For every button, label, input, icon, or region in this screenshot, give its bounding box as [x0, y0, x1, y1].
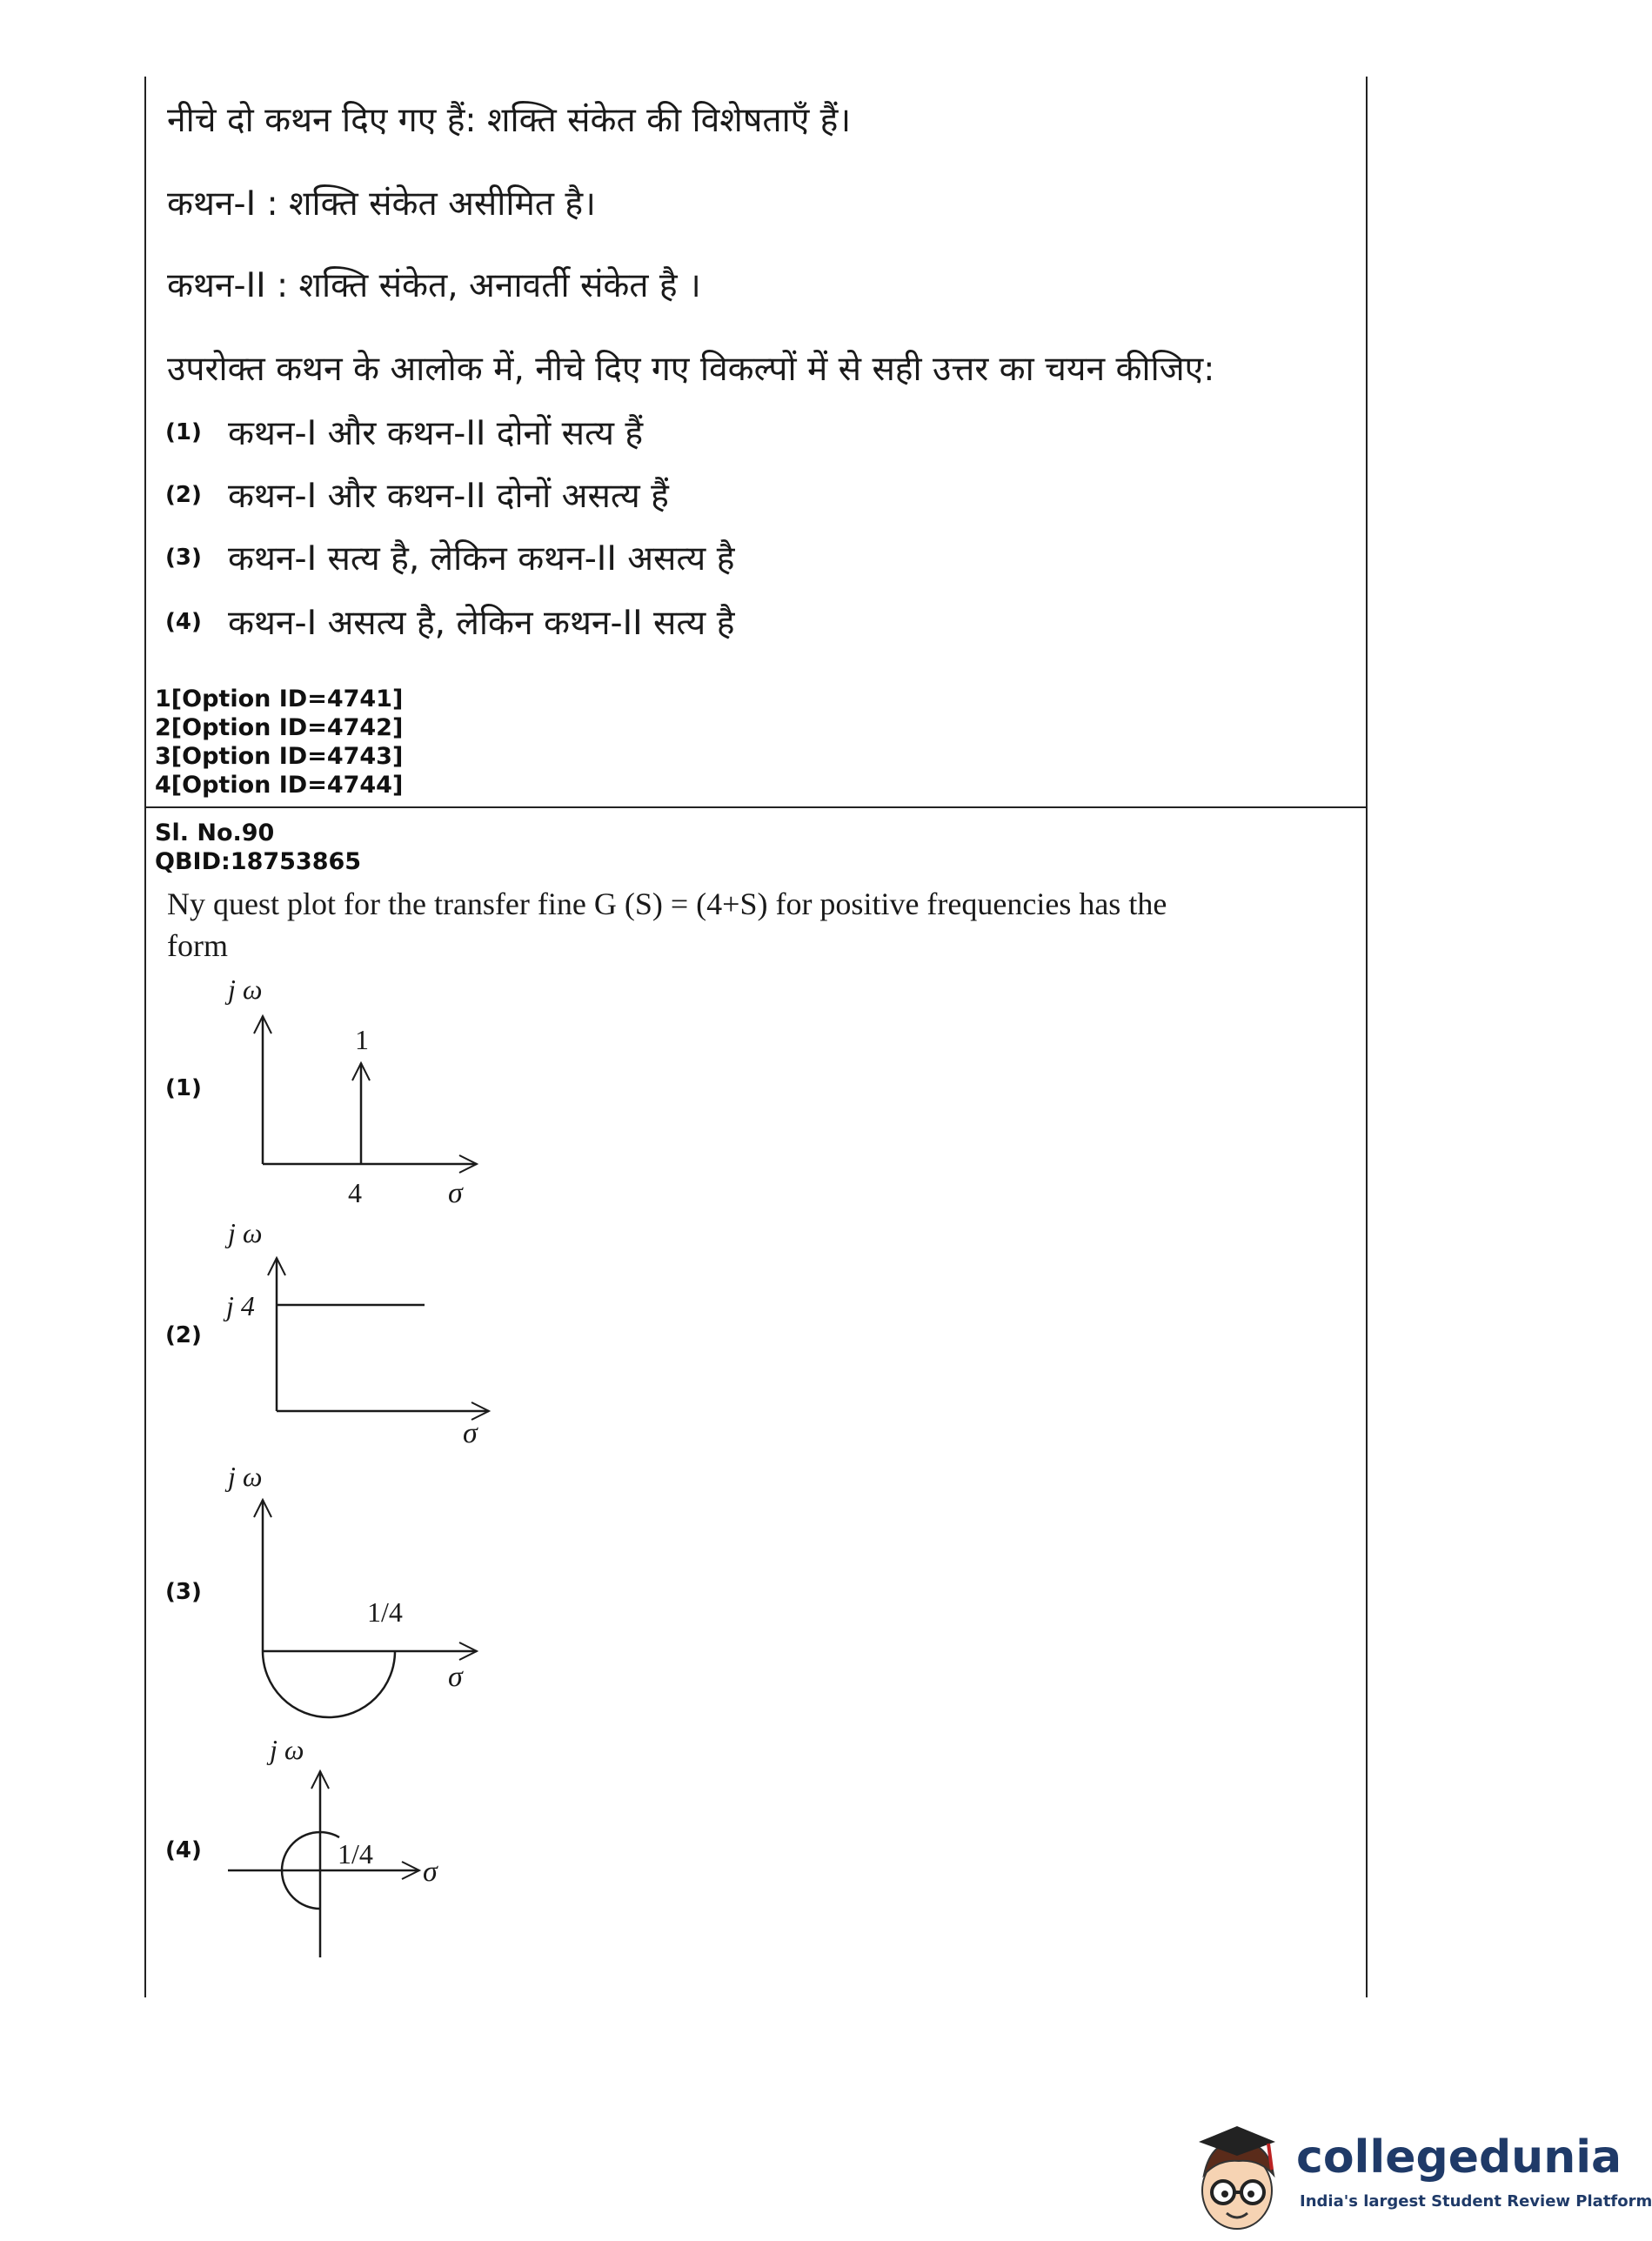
question-intro: नीचे दो कथन दिए गए हैं: शक्ति संकेत की विशेषताएँ हैं। — [167, 101, 852, 140]
serial-number: Sl. No.90 — [155, 819, 275, 846]
option-number: (2) — [165, 482, 202, 508]
plot-option-number: (3) — [165, 1579, 202, 1605]
option-id: 2[Option ID=4742] — [155, 714, 404, 741]
question-text-line-1: Ny quest plot for the transfer fine G (S) = (4+S) for positive frequencies has the — [167, 886, 1167, 921]
option-text: कथन-I असत्य है, लेकिन कथन-II सत्य है — [228, 604, 735, 643]
plot-4-label-a: 1/4 — [338, 1838, 373, 1870]
plot-4-y-axis-label: j ω — [270, 1734, 304, 1765]
plot-2-label-a: j 4 — [226, 1290, 255, 1321]
plot-3-label-a: 1/4 — [367, 1596, 403, 1628]
option-number: (4) — [165, 609, 202, 635]
plot-option-number: (2) — [165, 1322, 202, 1348]
plot-3 — [224, 1461, 477, 1717]
plot-1-x-axis-label: σ — [448, 1177, 463, 1209]
plot-3-x-axis-label: σ — [448, 1661, 463, 1693]
plot-1-label-b: 4 — [348, 1177, 362, 1208]
option-text: कथन-I और कथन-II दोनों सत्य हैं — [228, 414, 644, 453]
question-text-line-2: form — [167, 928, 228, 963]
collegedunia-logo — [1185, 2121, 1652, 2234]
plot-2-x-axis-label: σ — [463, 1417, 478, 1449]
statement-2: कथन-II : शक्ति संकेत, अनावर्ती संकेत है । — [167, 266, 701, 305]
plot-1-label-a: 1 — [355, 1024, 369, 1055]
statement-1: कथन-I : शक्ति संकेत असीमित है। — [167, 184, 596, 224]
plot-option-number: (1) — [165, 1075, 202, 1101]
plot-1-y-axis-label: j ω — [228, 973, 263, 1005]
option-text: कथन-I सत्य है, लेकिन कथन-II असत्य है — [228, 539, 735, 579]
plot-4-circle-arc-top — [320, 1832, 339, 1837]
plot-2-y-axis-label: j ω — [228, 1217, 263, 1248]
plot-option-number: (4) — [165, 1837, 202, 1863]
option-id: 3[Option ID=4743] — [155, 743, 404, 770]
plot-3-semicircle — [263, 1651, 395, 1717]
brand-tagline: India's largest Student Review Platform — [1300, 2192, 1652, 2211]
plot-4 — [228, 1734, 438, 1957]
option-id: 4[Option ID=4744] — [155, 772, 404, 799]
brand-name: collegedunia — [1296, 2131, 1622, 2184]
plot-1 — [224, 973, 477, 1209]
plot-2 — [223, 1217, 489, 1449]
question-instruction: उपरोक्त कथन के आलोक में, नीचे दिए गए विकल्पों में से सही उत्तर का चयन कीजिए: — [167, 350, 1215, 389]
option-id: 1[Option ID=4741] — [155, 686, 404, 712]
option-number: (1) — [165, 419, 202, 445]
plot-3-y-axis-label: j ω — [228, 1461, 263, 1492]
qbid: QBID:18753865 — [155, 848, 362, 875]
plot-4-x-axis-label: σ — [423, 1856, 438, 1888]
mascot-icon — [1185, 2121, 1289, 2234]
option-number: (3) — [165, 545, 202, 571]
option-text: कथन-I और कथन-II दोनों असत्य हैं — [228, 477, 669, 516]
